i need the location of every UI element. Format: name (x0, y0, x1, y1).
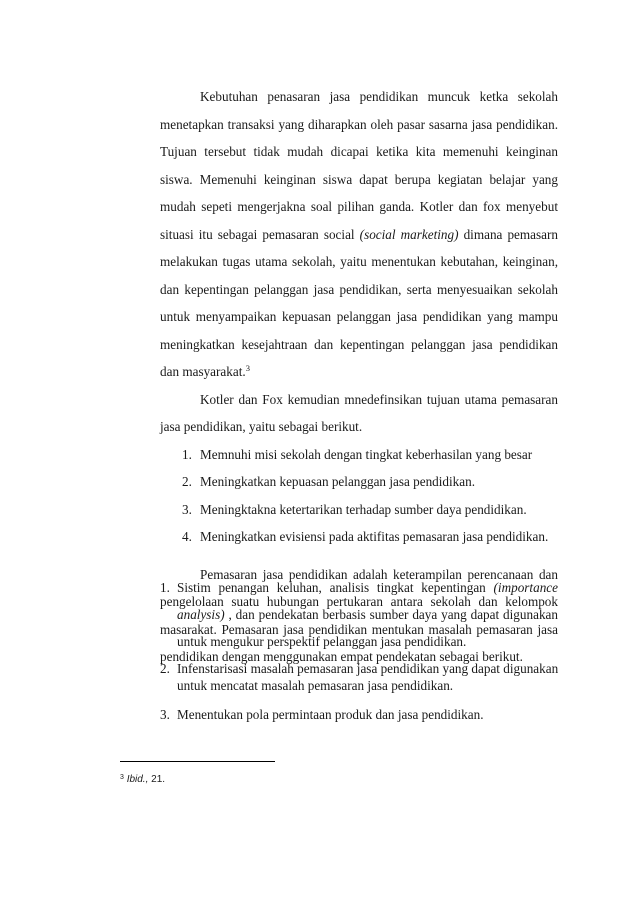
paragraph-3-line: masarakat. Pemasaran jasa pendidikan mentukan masalah pemasaran jasa (160, 622, 558, 637)
paragraph-1-line: mudah sepeti mengerjakna soal pilihan ganda. Kotler dan fox menyebut (160, 199, 558, 214)
list-2-item-line (177, 579, 558, 596)
paragraph-3-line: pendidikan dengan menggunakan empat pendekatan sebagai berikut. (160, 649, 523, 664)
paragraph-1-line: meningkatkan kesejahtraan dan kepentingan pelanggan jasa pendidikan (160, 337, 558, 352)
paragraph-1-line: dan kepentingan pelanggan jasa pendidikan, serta menyesuaikan sekolah (160, 282, 558, 297)
text-run: Sistim penangan keluhan, analisis tingkat kepentingan (177, 580, 494, 595)
list-2-item-line: untuk mengukur perspektif pelanggan jasa pendidikan. (177, 634, 467, 649)
list-1-item: Meningkatkan kepuasan pelanggan jasa pendidikan. (200, 474, 476, 489)
list-2-item-line (177, 606, 558, 623)
list-1-number: 2. (182, 474, 192, 489)
footnote-source: Ibid., (126, 774, 149, 785)
list-2-item-line: untuk mencatat masalah pemasaran jasa pendidikan. (177, 678, 454, 693)
list-1-number: 4. (182, 529, 192, 544)
paragraph-1-line: untuk menyampaikan kepuasan pelanggan jasa pendidikan yang mampu (160, 309, 558, 324)
paragraph-2-line: Kotler dan Fox kemudian mnedefinsikan tujuan utama pemasaran (200, 392, 558, 407)
paragraph-3-line: Pemasaran jasa pendidikan adalah keterampilan perencanaan dan (200, 567, 558, 582)
text-run: , dan pendekatan berbasis sumber daya yang dapat digunakan (224, 607, 558, 622)
footnote (120, 774, 165, 786)
list-1-number: 3. (182, 502, 192, 517)
italic-term: analysis) (177, 607, 225, 622)
italic-term: (importance (493, 580, 558, 595)
list-1-item: Meningkatkan evisiensi pada aktifitas pemasaran jasa pendidikan. (200, 529, 549, 544)
footnote-page: 21. (148, 774, 166, 785)
paragraph-1-line (160, 363, 558, 380)
list-1-item: Memnuhi misi sekolah dengan tingkat keberhasilan yang besar (200, 447, 533, 462)
text-run: dimana pemasarn (458, 227, 558, 242)
footnote-reference: 3 (245, 363, 250, 373)
paragraph-3-line: pengelolaan suatu hubungan pertukaran antara sekolah dan kelompok (160, 594, 558, 609)
list-2-number: 1. (160, 580, 170, 595)
paragraph-1-line: siswa. Memenuhi keinginan siswa dapat berupa kegiatan belajar yang (160, 172, 558, 187)
list-2-item-line: Infenstarisasi masalah pemasaran jasa pendidikan yang dapat digunakan (177, 661, 559, 676)
paragraph-1-line: Tujuan tersebut tidak mudah dicapai ketika kita memenuhi keinginan (160, 144, 558, 159)
list-2-item-line: Menentukan pola permintaan produk dan jasa pendidikan. (177, 707, 484, 722)
paragraph-1-line: menetapkan transaksi yang diharapkan oleh pasar sasarna jasa pendidikan. (160, 117, 558, 132)
paragraph-1-line: Kebutuhan penasaran jasa pendidikan muncuk ketka sekolah (200, 89, 558, 104)
footnote-separator (120, 761, 275, 762)
footnote-number: 3 (120, 774, 124, 781)
paragraph-1-line: melakukan tugas utama sekolah, yaitu menentukan kebutahan, keinginan, (160, 254, 558, 269)
list-2-number: 2. (160, 661, 170, 676)
paragraph-2-line: jasa pendidikan, yaitu sebagai berikut. (160, 419, 363, 434)
list-2-number: 3. (160, 707, 170, 722)
list-1-number: 1. (182, 447, 192, 462)
list-1-item: Meningktakna ketertarikan terhadap sumber daya pendidikan. (200, 502, 527, 517)
text-run: dan masyarakat. (160, 364, 246, 379)
paragraph-1-line (160, 226, 558, 243)
text-run: situasi itu sebagai pemasaran social (160, 227, 360, 242)
italic-term: (social marketing) (359, 227, 459, 242)
